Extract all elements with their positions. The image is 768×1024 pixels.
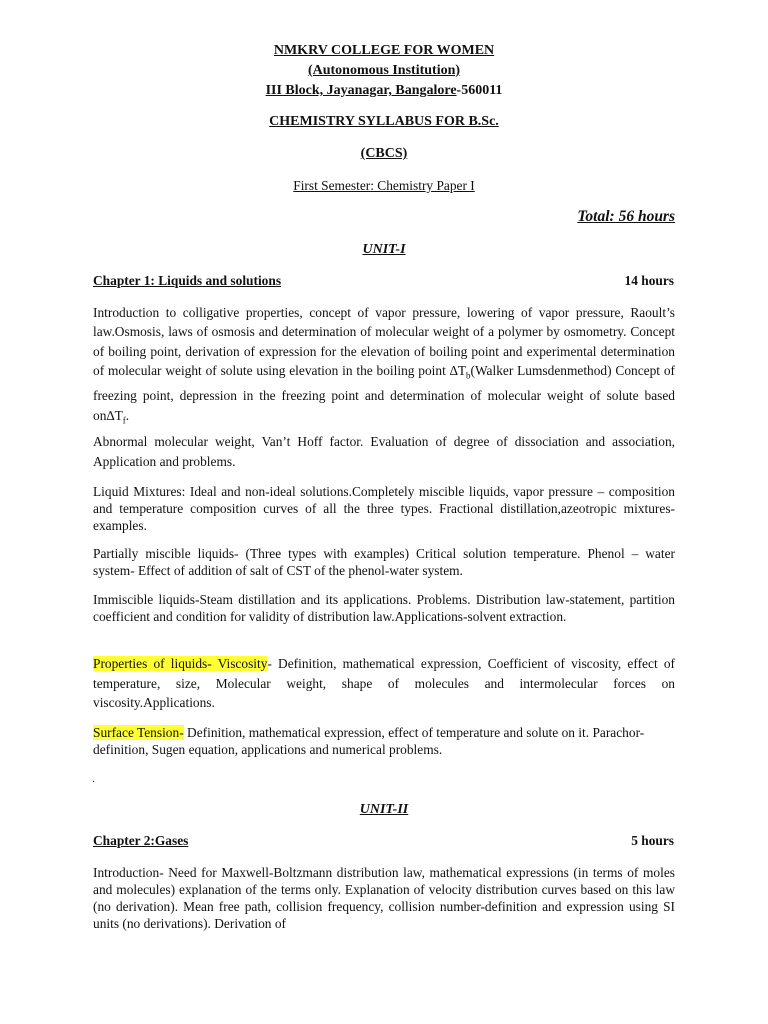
paragraph-colligative: Introduction to colligative properties, concept of vapor pressure, lowering of vapor pressure, Raoult’s law.Osmosis, laws of osmosis and determination of molecular weight of a polymer by osmometry. Concept of boiling point, derivation of expression for the elevation of boiling point and experimental determination of molecular weight of solute using elevation in the boiling point $\Delta T_b(Walker$ Lumsdenmethod) Concept of freezing point, depression in the freezing point and determination of molecular weight of solute based $on\Delta T_f$. [93, 305, 676, 426]
paragraph-surface-tension: Surface Tension- Definition, mathematical expression, effect of temperature and solute on it. Parachor-definition, Sugen equation, applications and numerical problems. [93, 725, 645, 757]
unit2-heading: UNIT-II [359, 802, 409, 817]
paragraph-immiscible-liquids: Immiscible liquids-Steam distillation and its applications. Problems. Distribution law-statement, partition coefficient and condition for validity of distribution law.Applications-solvent extraction. [93, 592, 675, 624]
semester-label: First Semester: Chemistry Paper I [293, 178, 475, 193]
chapter2-hours: 5 hours [631, 833, 674, 848]
institution-status: (Autonomous Institution) [307, 63, 461, 78]
highlight-surface-tension: Surface Tension- [93, 725, 184, 740]
paragraph-viscosity: Properties of liquids- Viscosity- Definition, mathematical expression, Coefficient of viscosity, effect of temperature, size, Molecular weight, shape of molecules and intermolecular forces on viscosity.Applications. [93, 656, 675, 711]
paragraph-abnormal-molecular-weight: Abnormal molecular weight, Van’t Hoff factor. Evaluation of degree of dissociation and association, Application and problems. [93, 434, 675, 469]
college-name: NMKRV COLLEGE FOR WOMEN [273, 43, 495, 58]
chapter2-title: Chapter 2:Gases [93, 833, 189, 848]
college-address: III Block, Jayanagar, Bangalore-560011 [265, 83, 503, 98]
total-hours: Total: 56 hours [577, 208, 675, 225]
scheme-label: (CBCS) [360, 146, 408, 161]
highlight-viscosity: Properties of liquids- Viscosity [93, 656, 268, 671]
chapter1-title: Chapter 1: Liquids and solutions [93, 273, 282, 288]
unit1-heading: UNIT-I [362, 242, 406, 257]
paragraph-liquid-mixtures: Liquid Mixtures: Ideal and non-ideal solutions.Completely miscible liquids, vapor pressure – composition and temperature composition curves of all the three types. Fractional distillation,azeotropic mixtures- examples. [93, 484, 675, 533]
stray-mark: . [92, 771, 95, 785]
syllabus-title: CHEMISTRY SYLLABUS FOR B.Sc. [269, 114, 499, 129]
chapter1-hours: 14 hours [624, 273, 674, 288]
paragraph-partially-miscible: Partially miscible liquids- (Three types with examples) Critical solution temperature. Phenol – water system- Effect of addition of salt of CST of the phenol-water system. [93, 546, 675, 578]
paragraph-gases-intro: Introduction- Need for Maxwell-Boltzmann distribution law, mathematical expressions (in terms of moles and molecules) explanation of the terms only. Explanation of velocity distribution curves based on this law (no derivation). Mean free path, collision frequency, collision number-definition and expression using SI units (no derivations). Derivation of [93, 865, 675, 931]
